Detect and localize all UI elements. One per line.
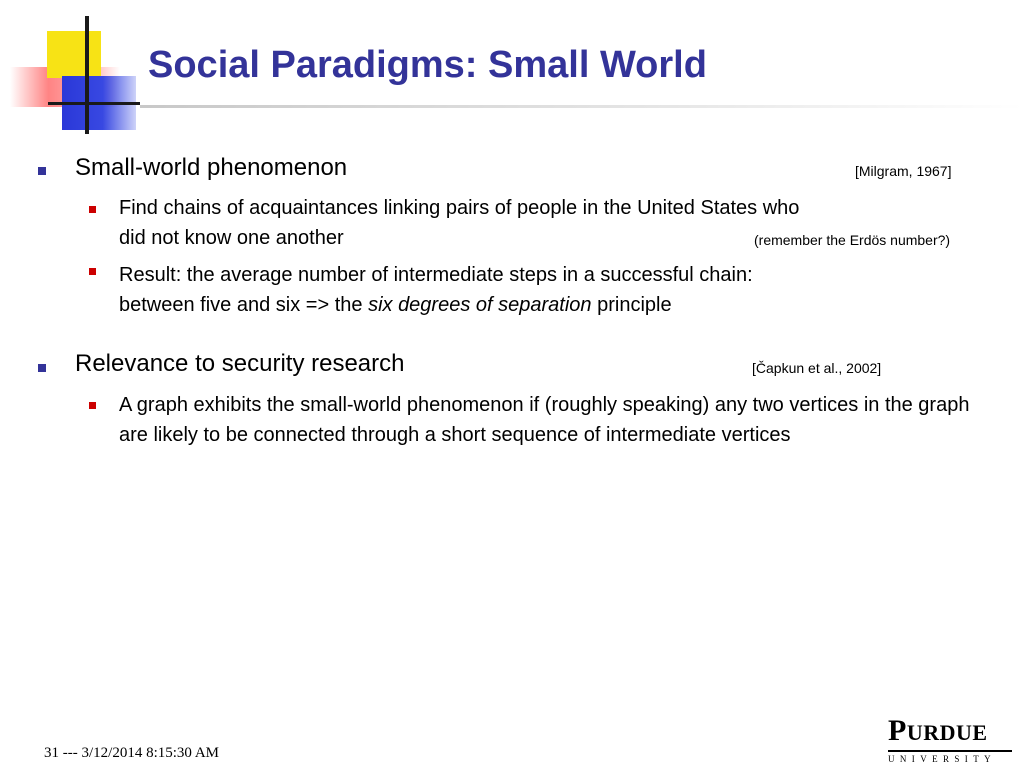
sub-bullet-line: Find chains of acquaintances linking pairs of people in the United States who — [119, 197, 800, 219]
decorative-horizontal-line — [48, 102, 140, 105]
italic-phrase: six degrees of separation — [368, 294, 592, 316]
text-run: between five and six => the — [119, 294, 369, 316]
sub-bullet-square-icon — [89, 402, 96, 409]
purdue-university-logo — [888, 716, 1012, 764]
decorative-yellow-square — [47, 31, 101, 78]
note-erdos-number: (remember the Erdös number?) — [754, 232, 951, 248]
slide-title: Social Paradigms: Small World — [148, 44, 707, 86]
logo-initial: P — [888, 714, 907, 747]
sub-bullet-square-icon — [89, 206, 96, 213]
title-underline-rule — [140, 105, 1024, 108]
sub-bullet-line — [119, 290, 999, 320]
citation-capkun: [Čapkun et al., 2002] — [752, 360, 882, 376]
bullet-relevance-security: Relevance to security research — [75, 350, 405, 377]
sub-bullet-square-icon — [89, 268, 96, 275]
bullet-small-world-phenomenon: Small-world phenomenon — [75, 154, 348, 181]
text-run: principle — [591, 294, 672, 316]
sub-bullet-result — [119, 260, 999, 320]
logo-rest: URDUE — [906, 720, 988, 745]
citation-milgram: [Milgram, 1967] — [855, 163, 952, 179]
bullet-square-icon — [38, 167, 46, 175]
sub-bullet-line: did not know one another — [119, 227, 344, 249]
slide-footer: 31 --- 3/12/2014 8:15:30 AM — [44, 745, 219, 761]
bullet-square-icon — [38, 364, 46, 372]
decorative-vertical-line — [85, 16, 89, 134]
logo-wordmark — [888, 716, 1012, 748]
sub-bullet-graph-definition: A graph exhibits the small-world phenomenon if (roughly speaking) any two vertices in the graph are likely to be connected through a short sequence of intermediate vertices — [119, 394, 970, 446]
logo-subtitle: UNIVERSITY — [888, 754, 996, 764]
logo-rule — [888, 750, 1012, 752]
sub-bullet-line: Result: the average number of intermediate steps in a successful chain: — [119, 264, 753, 286]
